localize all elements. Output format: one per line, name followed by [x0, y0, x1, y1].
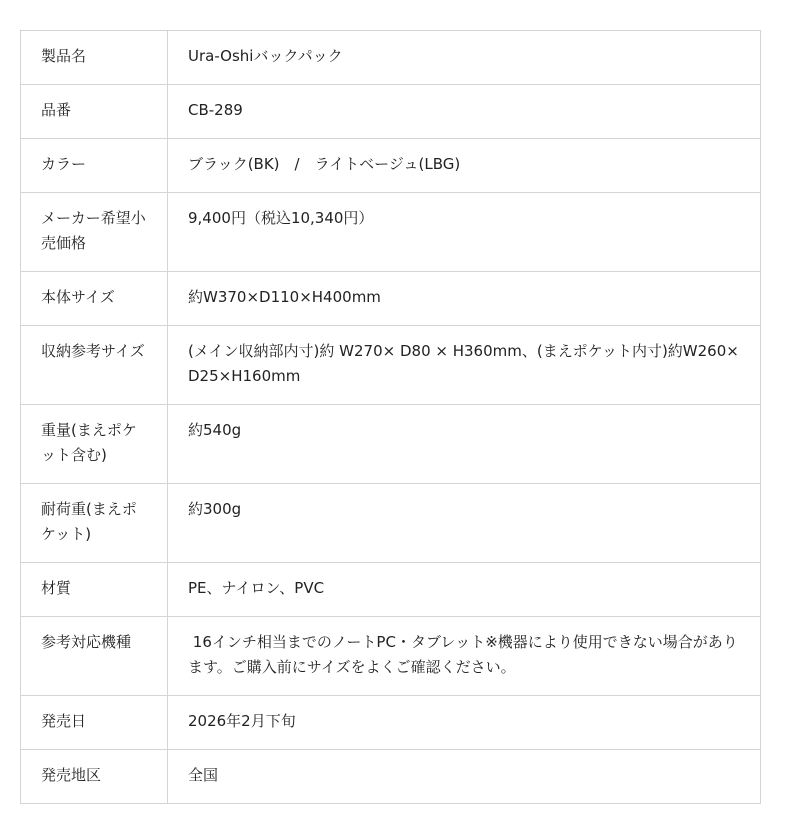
spec-value: (メイン収納部内寸)約 W270× D80 × H360mm、(まえポケット内寸)約W260×D25×H160mm: [168, 326, 761, 405]
product-spec-table: [20, 30, 761, 804]
spec-row-body-size: [21, 272, 761, 326]
spec-label: 材質: [21, 563, 168, 617]
spec-label: 耐荷重(まえポケット): [21, 484, 168, 563]
spec-label: 品番: [21, 85, 168, 139]
spec-label: メーカー希望小売価格: [21, 193, 168, 272]
spec-value: CB-289: [168, 85, 761, 139]
spec-row-material: [21, 563, 761, 617]
spec-label: 発売地区: [21, 750, 168, 804]
spec-row-product-name: [21, 31, 761, 85]
spec-label: 参考対応機種: [21, 617, 168, 696]
spec-row-color: [21, 139, 761, 193]
spec-value: 約300g: [168, 484, 761, 563]
spec-row-load-capacity: [21, 484, 761, 563]
spec-label: 重量(まえポケット含む): [21, 405, 168, 484]
spec-value: Ura-Oshiバックパック: [168, 31, 761, 85]
spec-value: 16インチ相当までのノートPC・タブレット※機器により使用できない場合があります。ご購入前にサイズをよくご確認ください。: [168, 617, 761, 696]
spec-value: 2026年2月下旬: [168, 696, 761, 750]
spec-row-storage-size: [21, 326, 761, 405]
spec-row-product-number: [21, 85, 761, 139]
spec-value: 約W370×D110×H400mm: [168, 272, 761, 326]
spec-label: カラー: [21, 139, 168, 193]
spec-row-release-region: [21, 750, 761, 804]
spec-row-price: [21, 193, 761, 272]
spec-value: 全国: [168, 750, 761, 804]
spec-value: 9,400円（税込10,340円）: [168, 193, 761, 272]
spec-value: 約540g: [168, 405, 761, 484]
spec-row-compatible-devices: [21, 617, 761, 696]
spec-row-weight: [21, 405, 761, 484]
spec-value: ブラック(BK) / ライトベージュ(LBG): [168, 139, 761, 193]
spec-label: 収納参考サイズ: [21, 326, 168, 405]
spec-row-release-date: [21, 696, 761, 750]
spec-label: 発売日: [21, 696, 168, 750]
spec-label: 本体サイズ: [21, 272, 168, 326]
spec-label: 製品名: [21, 31, 168, 85]
spec-value: PE、ナイロン、PVC: [168, 563, 761, 617]
